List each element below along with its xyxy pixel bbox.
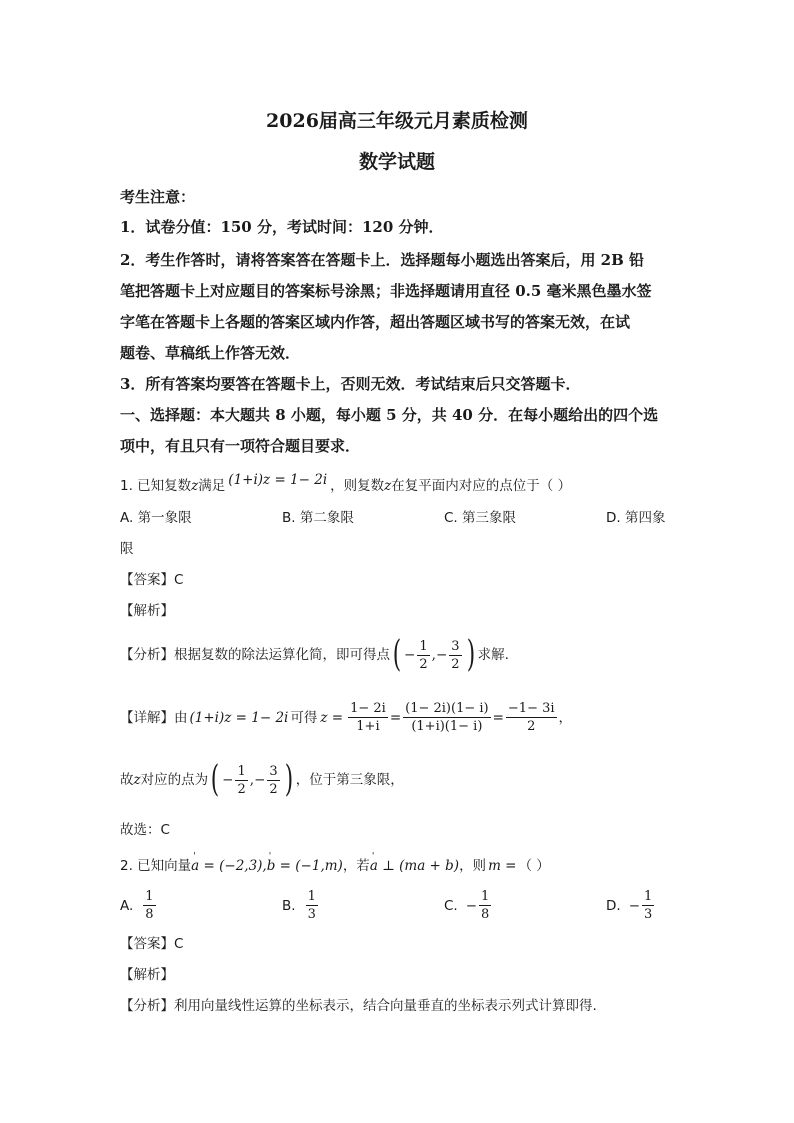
q1-option-c: C. 第三象限 bbox=[444, 510, 517, 526]
vector-a-def: ' a = (−2,3), bbox=[191, 856, 267, 876]
perpendicular-expression: ' a ⊥ (ma + b) bbox=[370, 856, 459, 876]
exam-title: 2026届高三年级元月素质检测 bbox=[266, 110, 528, 132]
fraction-1: $\frac{1- 2i}{1+i}$ bbox=[350, 701, 386, 734]
q1-option-b: B. 第二象限 bbox=[282, 510, 354, 526]
option-d-fraction: $\frac{1}{3}$ bbox=[644, 889, 653, 922]
xiangjie-label: 【详解】 bbox=[120, 709, 174, 726]
section-1-heading-line-1: 一、选择题：本大题共 8 小题，每小题 5 分，共 40 分．在每小题给出的四个选 bbox=[120, 406, 659, 424]
conclusion-text: ，位于第三象限， bbox=[295, 772, 404, 788]
comma: , bbox=[431, 647, 436, 663]
right-paren: ) bbox=[466, 634, 475, 675]
answer-label: 【答案】 bbox=[120, 936, 174, 952]
fenxi-end: 求解. bbox=[477, 647, 509, 663]
fenxi-label: 【分析】 bbox=[120, 647, 174, 663]
question-1-stem bbox=[120, 472, 572, 496]
fraction-x: $\frac{1}{2}$ bbox=[419, 638, 428, 672]
question-2-text: （ ） bbox=[518, 858, 550, 874]
q2-analysis-label: 【解析】 bbox=[120, 967, 174, 983]
conclusion-text: 对应的点为 bbox=[140, 772, 209, 788]
q2-option-a bbox=[120, 888, 158, 923]
minus-sign: − bbox=[628, 897, 640, 914]
section-1-heading-line-2: 项中，有且只有一项符合题目要求． bbox=[120, 437, 361, 455]
notice-item-2-line-1: 2．考生作答时，请将答案答在答题卡上．选择题每小题选出答案后，用 2B 铅 bbox=[120, 251, 644, 269]
equals-sign: = bbox=[492, 709, 504, 726]
option-label: D. bbox=[606, 897, 621, 914]
option-c-fraction: $\frac{1}{8}$ bbox=[481, 889, 490, 922]
notice-item-1: 1．试卷分值：150 分，考试时间：120 分钟． bbox=[120, 218, 444, 236]
question-2-text: 2. 已知向量 bbox=[120, 858, 192, 874]
xiangjie-equation: (1+i)z = 1− 2i bbox=[189, 709, 289, 726]
minus-sign: − bbox=[435, 647, 448, 663]
q1-conclusion bbox=[120, 759, 404, 800]
question-2-text: ，则 bbox=[459, 858, 487, 874]
notice-item-3: 3．所有答案均要答在答题卡上，否则无效．考试结束后只交答题卡． bbox=[120, 375, 581, 393]
fraction-x: $\frac{1}{2}$ bbox=[237, 763, 246, 797]
fenxi-text: 根据复数的除法运算化简，即可得点 bbox=[174, 647, 390, 663]
left-paren: ( bbox=[210, 759, 220, 800]
m-equals: m = bbox=[488, 858, 517, 874]
question-2-text: ，若 bbox=[342, 858, 370, 874]
q1-analysis-label: 【解析】 bbox=[120, 603, 174, 619]
q1-option-d-wrap: 限 bbox=[120, 541, 134, 557]
exam-subtitle: 数学试题 bbox=[358, 151, 435, 173]
math-var-z: z bbox=[133, 772, 141, 788]
q2-option-d bbox=[606, 888, 656, 923]
q2-answer bbox=[120, 934, 183, 954]
question-2-stem bbox=[120, 856, 550, 876]
notice-item-2-line-2: 笔把答题卡上对应题目的答案标号涂黑；非选择题请用直径 0.5 毫米黑色墨水签 bbox=[120, 282, 652, 300]
q2-option-b bbox=[282, 888, 320, 923]
equals-sign: = bbox=[389, 709, 402, 726]
xiangjie-text: 可得 bbox=[290, 709, 318, 726]
option-label: B. bbox=[282, 897, 296, 914]
option-a-fraction: $\frac{1}{8}$ bbox=[145, 889, 154, 922]
question-1-text: 满足 bbox=[198, 478, 226, 494]
question-1-text: 1. 已知复数 bbox=[120, 478, 192, 494]
q1-final: 故选：C bbox=[120, 822, 170, 838]
comma: , bbox=[249, 772, 255, 788]
math-var-z: z bbox=[384, 478, 392, 494]
fenxi-label: 【分析】 bbox=[120, 998, 174, 1014]
notice-item-2-line-3: 字笔在答题卡上各题的答案区域内作答，超出答题区域书写的答案无效，在试 bbox=[120, 313, 631, 331]
q1-option-d: D. 第四象 bbox=[606, 510, 666, 526]
question-1-text: 在复平面内对应的点位于（ ） bbox=[391, 478, 572, 494]
q1-option-a: A. 第一象限 bbox=[120, 510, 192, 526]
answer-value: C bbox=[174, 936, 184, 952]
q1-xiangjie bbox=[120, 700, 572, 735]
fraction-2: $\frac{(1- 2i)(1- i)}{(1+i)(1- i)}$ bbox=[405, 701, 489, 734]
fenxi-text: 利用向量线性运算的坐标表示，结合向量垂直的坐标表示列式计算即得. bbox=[174, 998, 597, 1014]
answer-label: 【答案】 bbox=[120, 572, 174, 588]
minus-sign: − bbox=[254, 772, 266, 788]
fraction-y: $\frac{3}{2}$ bbox=[451, 638, 460, 672]
option-label: A. bbox=[120, 897, 134, 914]
right-paren: ) bbox=[284, 759, 293, 800]
q2-fenxi bbox=[120, 996, 597, 1016]
q1-answer bbox=[120, 570, 183, 590]
math-var-z: z bbox=[191, 478, 199, 494]
option-b-fraction: $\frac{1}{3}$ bbox=[307, 889, 316, 922]
notice-item-2-line-4: 题卷、草稿纸上作答无效． bbox=[120, 344, 301, 362]
left-paren: ( bbox=[392, 634, 402, 675]
option-label: C. bbox=[444, 897, 458, 914]
comma: ， bbox=[558, 709, 573, 726]
xiangjie-text: 由 bbox=[174, 709, 188, 726]
question-1-text: ，则复数 bbox=[330, 478, 385, 494]
fraction-3: $\frac{-1- 3i}{2}$ bbox=[507, 701, 555, 734]
q2-option-c bbox=[444, 888, 493, 923]
fraction-y: $\frac{3}{2}$ bbox=[269, 763, 278, 797]
q1-fenxi bbox=[120, 634, 509, 675]
minus-sign: − bbox=[222, 772, 234, 788]
minus-sign: − bbox=[404, 647, 416, 663]
answer-value: C bbox=[174, 572, 184, 588]
vector-b-def: ' b = (−1,m) bbox=[267, 856, 343, 876]
conclusion-text: 故 bbox=[120, 772, 134, 788]
question-1-equation: (1+i)z = 1− 2i bbox=[228, 472, 328, 488]
notice-heading: 考生注意： bbox=[120, 188, 196, 206]
z-equals: z = bbox=[320, 709, 344, 726]
minus-sign: − bbox=[465, 897, 478, 914]
